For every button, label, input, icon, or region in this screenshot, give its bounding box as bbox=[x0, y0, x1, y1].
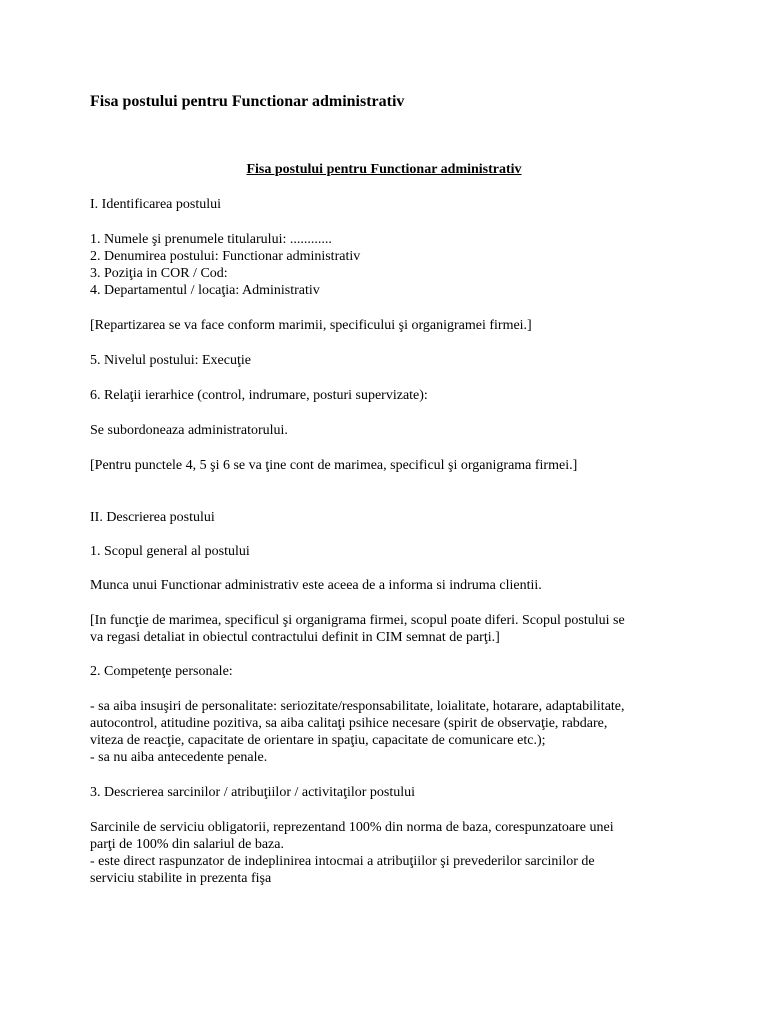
note-repartizare: [Repartizarea se va face conform marimii, specificului şi organigramei firmei.] bbox=[90, 318, 532, 333]
competences-line-4: - sa nu aiba antecedente penale. bbox=[90, 750, 268, 765]
item-6: 6. Relaţii ierarhice (control, indrumare, posturi supervizate): bbox=[90, 388, 428, 403]
item-5: 5. Nivelul postului: Execuţie bbox=[90, 353, 251, 368]
competences-heading: 2. Competenţe personale: bbox=[90, 664, 233, 679]
item-4: 4. Departamentul / locaţia: Administrativ bbox=[90, 283, 320, 298]
tasks-line-4: serviciu stabilite in prezenta fişa bbox=[90, 871, 272, 886]
item-1: 1. Numele şi prenumele titularului: ............ bbox=[90, 232, 332, 247]
item-2: 2. Denumirea postului: Functionar administrativ bbox=[90, 249, 361, 264]
section-1-heading: I. Identificarea postului bbox=[90, 197, 222, 212]
note-punctele: [Pentru punctele 4, 5 şi 6 se va ţine cont de marimea, specificul şi organigrama firmei.] bbox=[90, 458, 578, 473]
subordination-text: Se subordoneaza administratorului. bbox=[90, 423, 288, 438]
competences-line-2: autocontrol, atitudine pozitiva, sa aiba calitaţi psihice necesare (spirit de observaţie, rabdare, bbox=[90, 716, 608, 731]
competences-line-1: - sa aiba insuşiri de personalitate: seriozitate/responsabilitate, loialitate, hotarare, adaptabilitate, bbox=[90, 699, 625, 714]
competences-line-3: viteza de reacţie, capacitate de orientare in spaţiu, capacitate de comunicare etc.); bbox=[90, 733, 546, 748]
item-3: 3. Poziţia in COR / Cod: bbox=[90, 266, 228, 281]
tasks-line-2: parţi de 100% din salariul de baza. bbox=[90, 837, 284, 852]
scope-heading: 1. Scopul general al postului bbox=[90, 544, 250, 559]
note-scope-line-2: va regasi detaliat in obiectul contractului definit in CIM semnat de parţi.] bbox=[90, 630, 500, 645]
section-2-heading: II. Descrierea postului bbox=[90, 510, 215, 525]
note-scope-line-1: [In funcţie de marimea, specificul şi organigrama firmei, scopul poate diferi. Scopul postului se bbox=[90, 613, 625, 628]
tasks-line-1: Sarcinile de serviciu obligatorii, reprezentand 100% din norma de baza, corespunzatoare unei bbox=[90, 820, 614, 835]
scope-text: Munca unui Functionar administrativ este aceea de a informa si indruma clientii. bbox=[90, 578, 542, 593]
document-title: Fisa postului pentru Functionar administrativ bbox=[90, 93, 405, 110]
document-subtitle: Fisa postului pentru Functionar administrativ bbox=[246, 162, 522, 177]
tasks-line-3: - este direct raspunzator de indeplinirea intocmai a atribuţiilor şi prevederilor sarcinilor de bbox=[90, 854, 595, 869]
tasks-heading: 3. Descrierea sarcinilor / atribuţiilor / activitaţilor postului bbox=[90, 785, 416, 800]
